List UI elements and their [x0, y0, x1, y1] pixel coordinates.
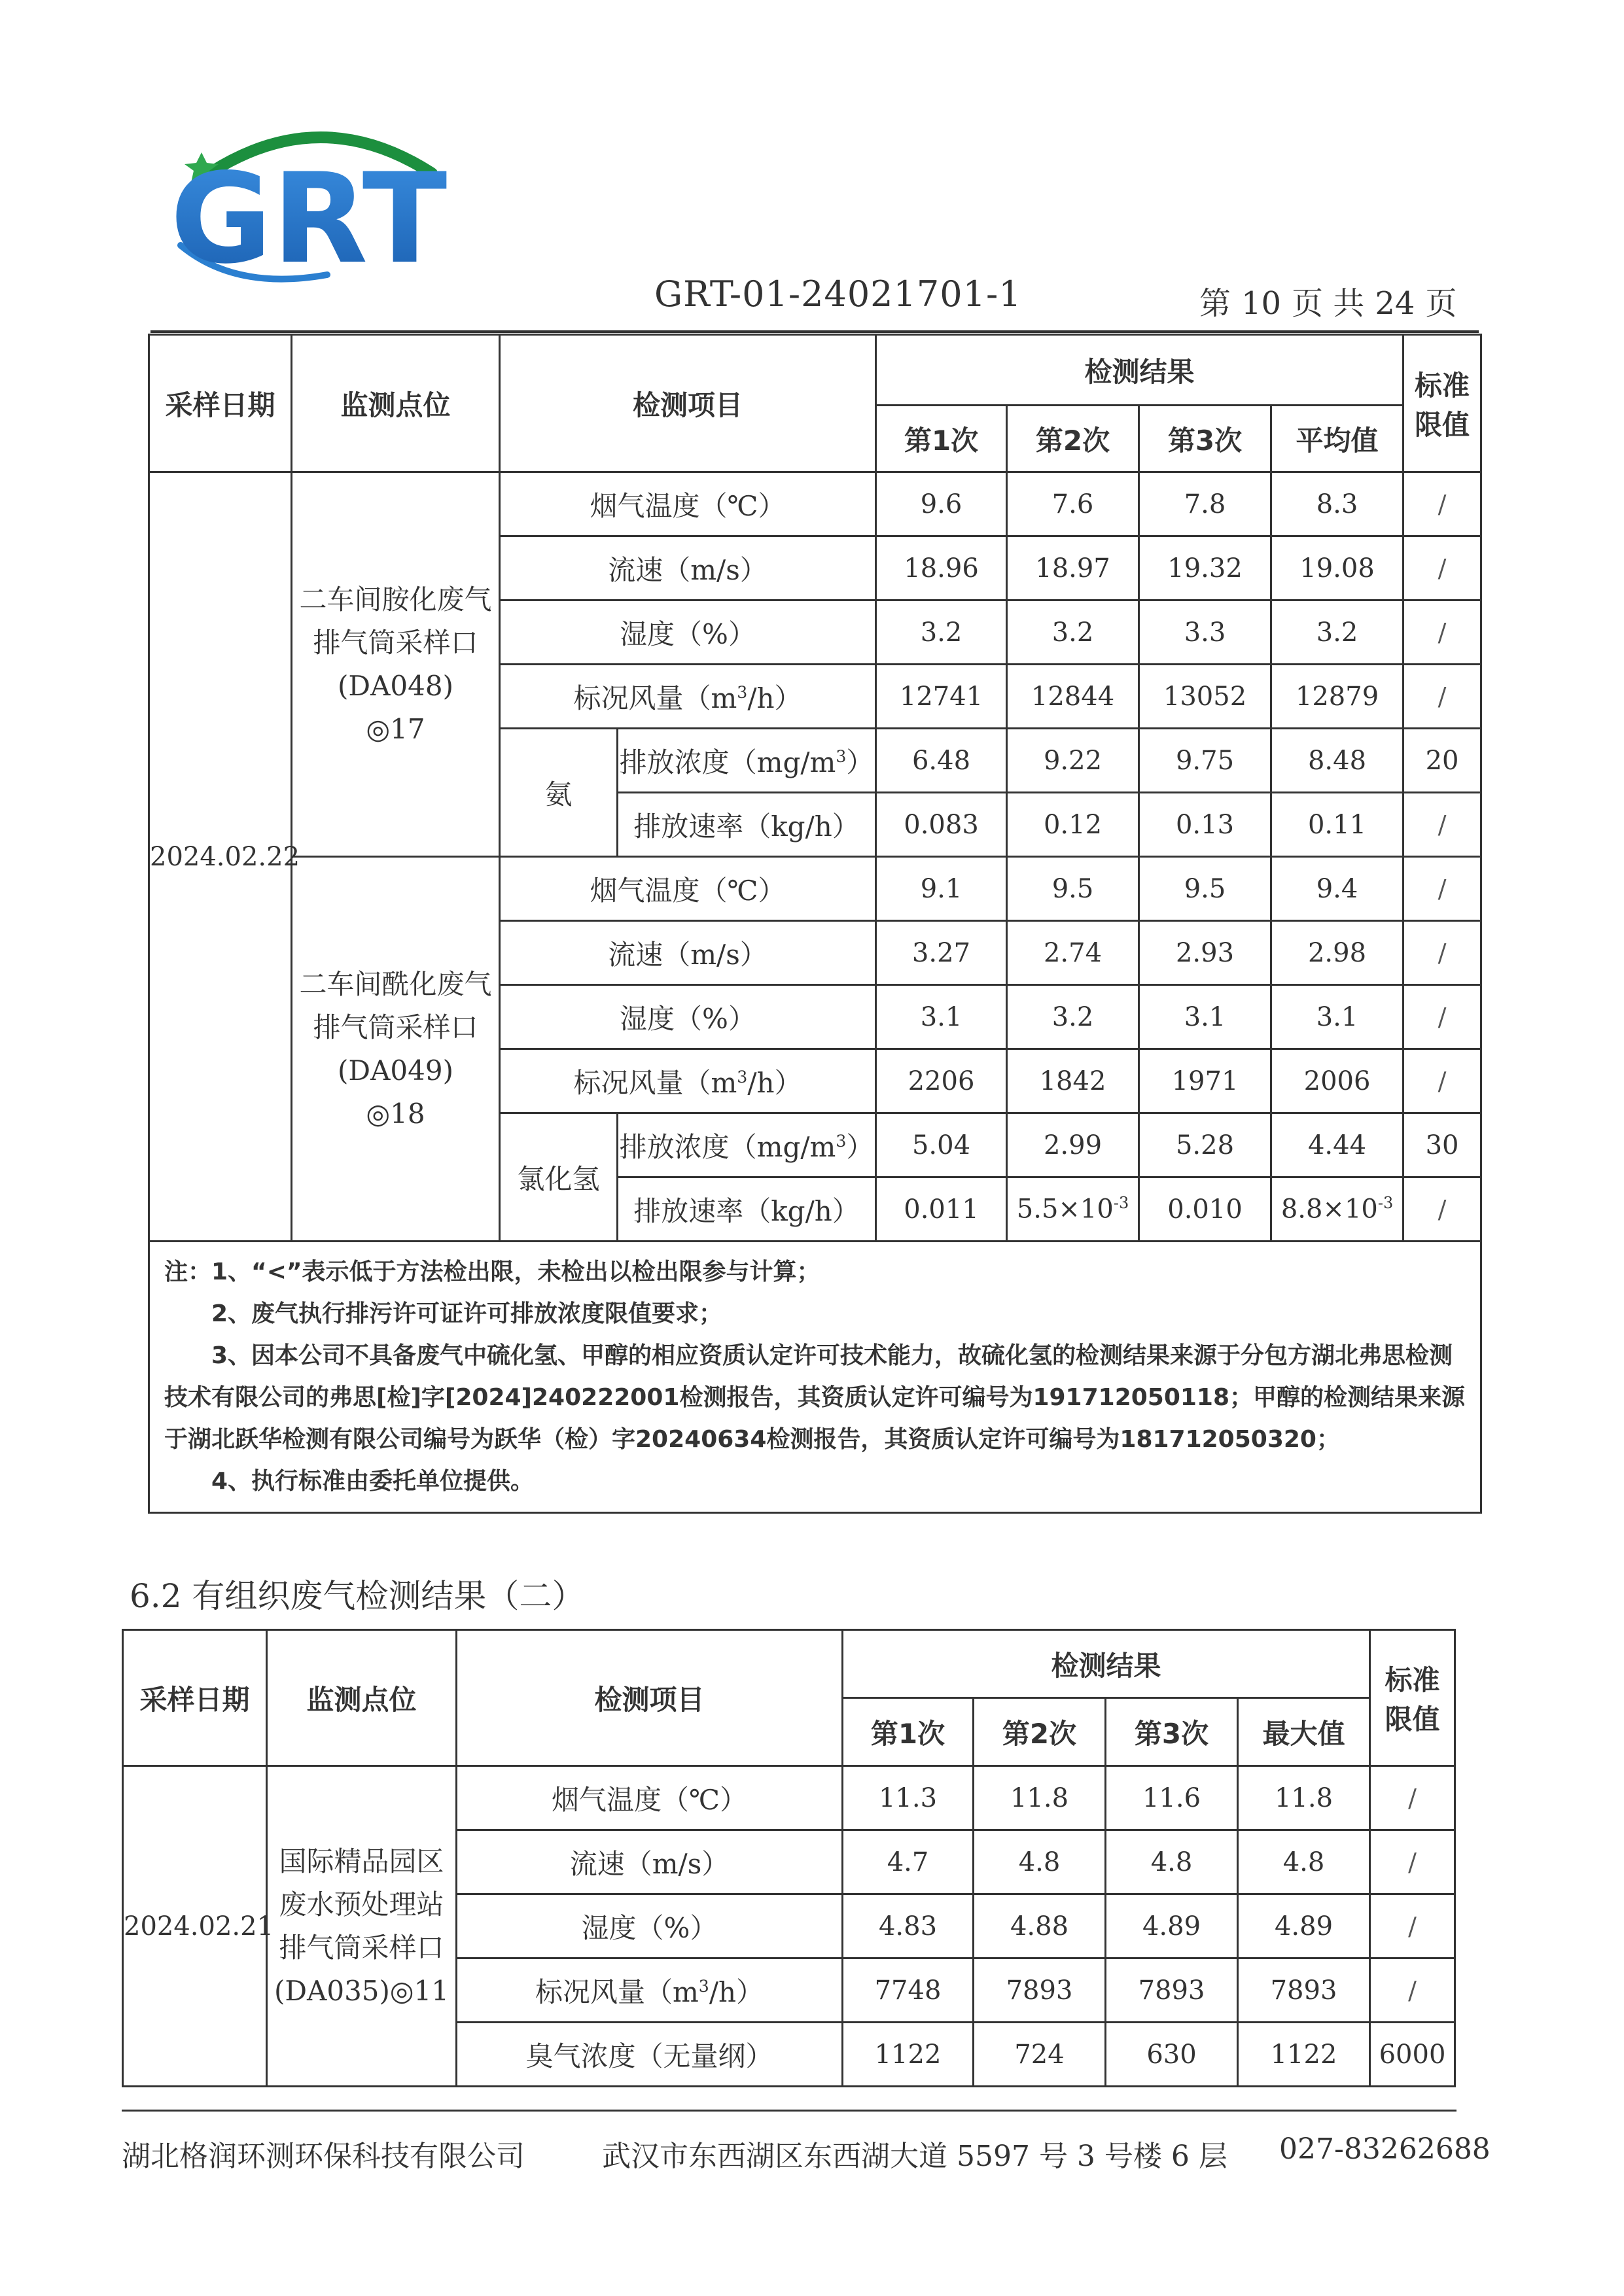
limit-cell: /	[1370, 1894, 1455, 1958]
value-cell: 3.2	[1007, 600, 1139, 665]
svg-text:GRT: GRT	[170, 147, 448, 291]
value-cell: 4.89	[1106, 1894, 1238, 1958]
item-label: 排放浓度$(mg/m^3)$	[618, 729, 876, 793]
results-table-2	[122, 1629, 1456, 2087]
value-cell: 7893	[1238, 1958, 1370, 2023]
note-3: 3、因本公司不具备废气中硫化氢、甲醇的相应资质认定许可技术能力，故硫化氢的检测结果来源于分包方湖北弗思检测技术有限公司的弗思[检]字[2024]240222001检测报告，其资质认定许可编号为191712050118；甲醇的检测结果来源于湖北跃华检测有限公司编号为跃华（检）字20240634检测报告，其资质认定许可编号为181712050320；	[164, 1342, 1466, 1453]
value-cell: 9.75	[1139, 729, 1271, 793]
page-indicator: 第 10 页 共 24 页	[1199, 285, 1457, 322]
limit-cell: /	[1370, 1766, 1455, 1830]
value-cell: 9.22	[1007, 729, 1139, 793]
value-cell: 2.98	[1271, 921, 1403, 985]
value-cell: 0.13	[1139, 793, 1271, 857]
sampling-date: 2024.02.21	[123, 1766, 267, 2087]
section-title: 6.2 有组织废气检测结果（二）	[130, 1577, 585, 1615]
limit-cell: /	[1403, 1177, 1481, 1242]
value-cell: 4.8	[974, 1830, 1106, 1894]
document-number: GRT-01-24021701-1	[654, 273, 1022, 315]
value-cell: 11.8	[1238, 1766, 1370, 1830]
value-cell: 7.8	[1139, 472, 1271, 536]
item-label: 标况风量$(m^3/h)$	[500, 665, 876, 729]
item-label: 湿度（%）	[457, 1894, 843, 1958]
item-label: 排放速率（kg/h）	[618, 1177, 876, 1242]
value-cell: 0.083	[876, 793, 1007, 857]
value-cell: 19.32	[1139, 536, 1271, 600]
value-cell: 9.4	[1271, 857, 1403, 921]
header-rule	[150, 330, 1479, 333]
value-cell: 13052	[1139, 665, 1271, 729]
value-cell: 18.97	[1007, 536, 1139, 600]
value-cell: 3.2	[1271, 600, 1403, 665]
limit-cell: /	[1403, 472, 1481, 536]
item-label: 排放浓度$(mg/m^3)$	[618, 1113, 876, 1177]
value-cell: 3.2	[876, 600, 1007, 665]
grt-logo	[157, 114, 471, 298]
item-label: 臭气浓度（无量纲）	[457, 2023, 843, 2087]
item-label: 标况风量$(m^3/h)$	[500, 1049, 876, 1113]
footer-rule	[122, 2110, 1456, 2112]
value-cell: 19.08	[1271, 536, 1403, 600]
header-date: 采样日期	[123, 1630, 267, 1766]
value-cell: 2.74	[1007, 921, 1139, 985]
monitoring-point: 二车间酰化废气 排气筒采样口 (DA049) ◎18	[292, 857, 500, 1242]
value-cell: 9.5	[1007, 857, 1139, 921]
footer-company: 湖北格润环测环保科技有限公司	[122, 2140, 525, 2173]
footer-address: 武汉市东西湖区东西湖大道 5597 号 3 号楼 6 层	[602, 2140, 1227, 2173]
header-item: 检测项目	[457, 1630, 843, 1766]
value-cell: 3.2	[1007, 985, 1139, 1049]
item-label: 排放速率（kg/h）	[618, 793, 876, 857]
value-cell: 4.89	[1238, 1894, 1370, 1958]
pollutant-label: 氯化氢	[500, 1113, 618, 1242]
value-cell: 8.3	[1271, 472, 1403, 536]
table-row	[149, 472, 1481, 536]
header-date: 采样日期	[149, 335, 292, 472]
value-cell: 4.44	[1271, 1113, 1403, 1177]
header-average: 平均值	[1271, 406, 1403, 472]
value-cell: 12879	[1271, 665, 1403, 729]
limit-cell: /	[1403, 600, 1481, 665]
header-results: 检测结果	[843, 1630, 1370, 1698]
value-cell: 3.3	[1139, 600, 1271, 665]
table-notes	[149, 1242, 1481, 1513]
value-cell: 12741	[876, 665, 1007, 729]
header-point: 监测点位	[292, 335, 500, 472]
limit-cell: /	[1403, 536, 1481, 600]
value-cell: 1842	[1007, 1049, 1139, 1113]
limit-cell: 20	[1403, 729, 1481, 793]
header-point: 监测点位	[267, 1630, 457, 1766]
header-run1: 第1次	[876, 406, 1007, 472]
header-maximum: 最大值	[1238, 1698, 1370, 1766]
value-cell: 630	[1106, 2023, 1238, 2087]
value-cell: 8.48	[1271, 729, 1403, 793]
limit-cell: /	[1403, 1049, 1481, 1113]
item-label: 标况风量$(m^3/h)$	[457, 1958, 843, 2023]
value-cell: $5.5\times 10^{-3}$	[1007, 1177, 1139, 1242]
header-limit: 标准 限值	[1403, 335, 1481, 472]
header-run3: 第3次	[1139, 406, 1271, 472]
value-cell: 7893	[974, 1958, 1106, 2023]
pollutant-label: 氨	[500, 729, 618, 857]
value-cell: 2.99	[1007, 1113, 1139, 1177]
value-cell: 5.28	[1139, 1113, 1271, 1177]
sampling-date: 2024.02.22	[149, 472, 292, 1242]
value-cell: 2006	[1271, 1049, 1403, 1113]
value-cell: 4.7	[843, 1830, 974, 1894]
limit-cell: /	[1403, 985, 1481, 1049]
monitoring-point: 国际精品园区 废水预处理站 排气筒采样口 (DA035)◎11	[267, 1766, 457, 2087]
value-cell: 0.11	[1271, 793, 1403, 857]
limit-cell: /	[1370, 1830, 1455, 1894]
note-1: 注：1、“<”表示低于方法检出限，未检出以检出限参与计算；	[164, 1259, 821, 1285]
value-cell: 5.04	[876, 1113, 1007, 1177]
value-cell: 1122	[1238, 2023, 1370, 2087]
value-cell: 6.48	[876, 729, 1007, 793]
header-run2: 第2次	[974, 1698, 1106, 1766]
limit-cell: /	[1403, 921, 1481, 985]
item-label: 流速（m/s）	[500, 921, 876, 985]
value-cell: 7893	[1106, 1958, 1238, 2023]
value-cell: 7.6	[1007, 472, 1139, 536]
value-cell: $8.8\times 10^{-3}$	[1271, 1177, 1403, 1242]
item-label: 烟气温度（℃）	[457, 1766, 843, 1830]
limit-cell: 30	[1403, 1113, 1481, 1177]
value-cell: 9.1	[876, 857, 1007, 921]
value-cell: 2206	[876, 1049, 1007, 1113]
item-label: 流速（m/s）	[457, 1830, 843, 1894]
value-cell: 4.88	[974, 1894, 1106, 1958]
value-cell: 1971	[1139, 1049, 1271, 1113]
value-cell: 11.8	[974, 1766, 1106, 1830]
item-label: 烟气温度（℃）	[500, 472, 876, 536]
value-cell: 11.3	[843, 1766, 974, 1830]
value-cell: 18.96	[876, 536, 1007, 600]
value-cell: 12844	[1007, 665, 1139, 729]
value-cell: 4.8	[1106, 1830, 1238, 1894]
note-2: 2、废气执行排污许可证许可排放浓度限值要求；	[211, 1300, 723, 1327]
value-cell: 0.010	[1139, 1177, 1271, 1242]
header-run2: 第2次	[1007, 406, 1139, 472]
table-row	[149, 857, 1481, 921]
value-cell: 0.011	[876, 1177, 1007, 1242]
header-limit: 标准 限值	[1370, 1630, 1455, 1766]
value-cell: 1122	[843, 2023, 974, 2087]
value-cell: 724	[974, 2023, 1106, 2087]
item-label: 流速（m/s）	[500, 536, 876, 600]
header-results: 检测结果	[876, 335, 1403, 406]
value-cell: 11.6	[1106, 1766, 1238, 1830]
value-cell: 3.27	[876, 921, 1007, 985]
limit-cell: /	[1370, 1958, 1455, 2023]
header-item: 检测项目	[500, 335, 876, 472]
results-table-1	[148, 334, 1482, 1514]
item-label: 湿度（%）	[500, 600, 876, 665]
limit-cell: /	[1403, 857, 1481, 921]
monitoring-point: 二车间胺化废气 排气筒采样口 (DA048) ◎17	[292, 472, 500, 857]
header-run3: 第3次	[1106, 1698, 1238, 1766]
item-label: 湿度（%）	[500, 985, 876, 1049]
value-cell: 3.1	[1271, 985, 1403, 1049]
value-cell: 4.83	[843, 1894, 974, 1958]
limit-cell: /	[1403, 793, 1481, 857]
table-row	[123, 1766, 1455, 1830]
note-4: 4、执行标准由委托单位提供。	[211, 1468, 535, 1495]
value-cell: 3.1	[876, 985, 1007, 1049]
header-run1: 第1次	[843, 1698, 974, 1766]
value-cell: 2.93	[1139, 921, 1271, 985]
value-cell: 0.12	[1007, 793, 1139, 857]
footer-phone: 027-83262688	[1279, 2132, 1491, 2166]
value-cell: 9.6	[876, 472, 1007, 536]
value-cell: 4.8	[1238, 1830, 1370, 1894]
value-cell: 7748	[843, 1958, 974, 2023]
limit-cell: /	[1403, 665, 1481, 729]
limit-cell: 6000	[1370, 2023, 1455, 2087]
value-cell: 3.1	[1139, 985, 1271, 1049]
value-cell: 9.5	[1139, 857, 1271, 921]
item-label: 烟气温度（℃）	[500, 857, 876, 921]
